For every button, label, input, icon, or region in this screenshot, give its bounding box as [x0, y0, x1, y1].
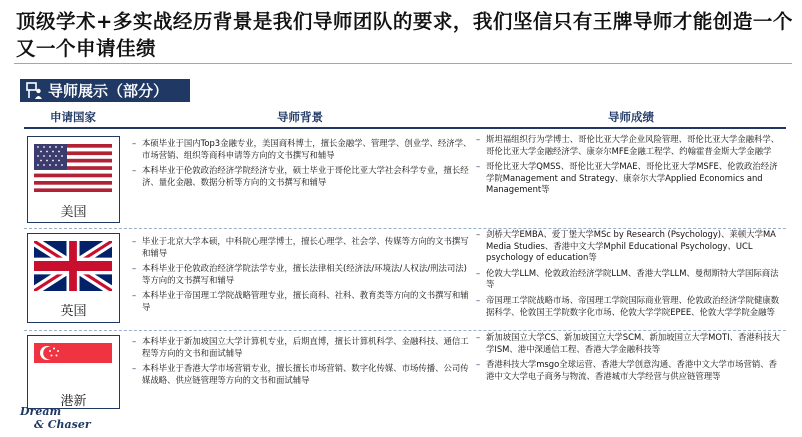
country-name: 英国: [60, 304, 87, 319]
list-item: – 本科毕业于帝国理工学院战略管理专业，擅长商科、社科、教育类等方向的文书撰写和辅导: [132, 290, 472, 313]
list-item: – 哥伦比亚大学QMSS、哥伦比亚大学MAE、哥伦比亚大学MSFE、伦敦政治经济学院Management and Strategy、康奈尔大学Applied Economics and Management等: [476, 161, 784, 196]
headline-divider: [14, 63, 792, 64]
list-item: – 本科毕业于伦敦政治经济学院法学专业，擅长法律相关(经济法/环境法/人权法/刑法司法)等方向的文书撰写和辅导: [132, 263, 472, 286]
brand-line-2: & Chaser: [34, 418, 91, 431]
list-item: – 本科毕业于新加坡国立大学计算机专业，后期直博，擅长计算机科学、金融科技、通信工程等方向的文书和面试辅导: [132, 336, 472, 359]
country-name: 美国: [60, 205, 87, 220]
list-item: – 伦敦大学LLM、伦敦政治经济学院LLM、香港大学LLM、曼彻斯特大学国际商法等: [476, 268, 784, 291]
mentor-achievements-list: [476, 229, 784, 322]
header-achievements: 导师成绩: [608, 110, 654, 124]
list-item: – 本科毕业于香港大学市场营销专业，擅长擅长市场营销、数字化传媒、市场传播、公司传媒战略、供应链管理等方向的文书和面试辅导: [132, 363, 472, 386]
mentor-background-list: [132, 236, 472, 318]
table-row: [24, 230, 786, 326]
mentor-board-icon: [26, 82, 44, 100]
list-item: – 帝国理工学院战略市场、帝国理工学院国际商业管理、伦敦政治经济学院健康数据科学、伦敦国王学院数字化市场、伦敦大学学院EPEE、伦敦大学学院金融等: [476, 295, 784, 318]
uk-flag-icon: [34, 241, 112, 291]
mentor-achievements-list: [476, 332, 784, 386]
list-item: – 本科毕业于伦敦政治经济学院经济专业，硕士毕业于哥伦比亚大学社会科学专业，擅长经济、量化金融、数据分析等方向的文书撰写和辅导: [132, 165, 472, 188]
list-item: – 毕业于北京大学本硕，中科院心理学博士，擅长心理学、社会学、传媒等方向的文书撰写和辅导: [132, 236, 472, 259]
flag-card: [27, 233, 120, 323]
row-divider: [24, 330, 786, 331]
mentor-achievements-list: [476, 134, 784, 200]
list-item: – 斯坦福组织行为学博士、哥伦比亚大学企业风险管理、哥伦比亚大学金融科学、哥伦比亚大学金融经济学、康奈尔MFE金融工程学、约翰霍普金斯大学金融学: [476, 134, 784, 157]
mentor-background-list: [132, 138, 472, 192]
header-background: 导师背景: [277, 110, 323, 124]
header-country: 申请国家: [50, 110, 96, 124]
header-divider: [24, 127, 786, 129]
brand-logo: [20, 405, 91, 431]
table-row: [24, 132, 786, 224]
list-item: – 香港科技大学msgo全球运营、香港大学创意沟通、香港中文大学市场营销、香港中文大学电子商务与物流、香港城市大学经营与供应链管理等: [476, 359, 784, 382]
mentor-background-list: [132, 336, 472, 390]
list-item: – 新加坡国立大学CS、新加坡国立大学SCM、新加坡国立大学MOTI、香港科技大学ISM、港中深通信工程、香港大学金融科技等: [476, 332, 784, 355]
section-title-bar: [20, 79, 190, 102]
page-headline: 顶级学术+多实战经历背景是我们导师团队的要求，我们坚信只有王牌导师才能创造一个又一个申请佳绩: [16, 10, 793, 60]
sg-flag-icon: [34, 343, 112, 383]
country-name: 港新: [60, 394, 87, 409]
section-title: 导师展示（部分）: [48, 82, 169, 100]
us-flag-icon: [34, 144, 112, 192]
list-item: – 剑桥大学EMBA、爱丁堡大学MSc by Research (Psychology)、莱顿大学MA Media Studies、香港中文大学Mphil Educational Psychology、UCL psychology of education等: [476, 229, 784, 264]
brand-line-1: Dream: [20, 405, 62, 418]
flag-card: [27, 335, 120, 409]
flag-card: [27, 136, 120, 223]
list-item: – 本硕毕业于国内Top3金融专业，美国商科博士，擅长金融学、管理学、创业学、经济学、市场营销、组织等商科申请等方向的文书撰写和辅导: [132, 138, 472, 161]
table-row: [24, 332, 786, 432]
